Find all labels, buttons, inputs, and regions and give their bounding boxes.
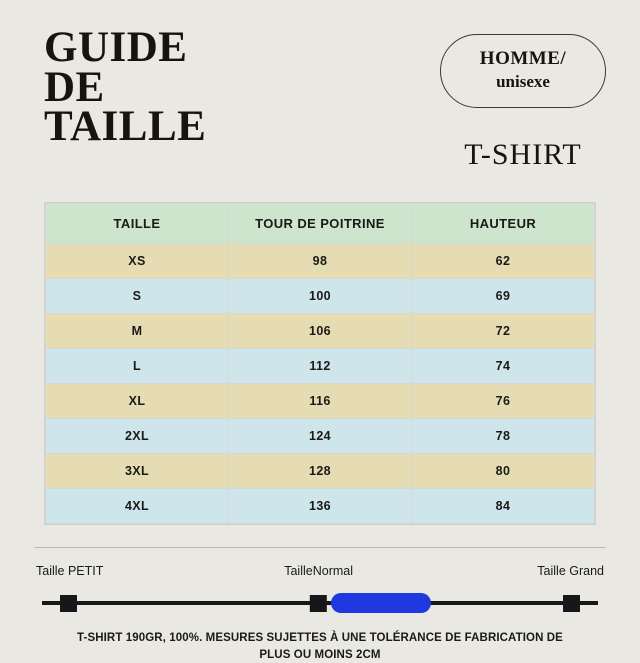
fit-slider-highlight — [331, 593, 431, 613]
cell-chest: 128 — [229, 454, 412, 489]
cell-chest: 124 — [229, 419, 412, 454]
table-row — [46, 244, 595, 279]
column-header-hauteur: HAUTEUR — [412, 204, 595, 244]
size-table — [45, 203, 595, 524]
cell-size: S — [46, 279, 229, 314]
size-table-container — [44, 202, 596, 525]
table-row — [46, 314, 595, 349]
size-table-head — [46, 204, 595, 244]
cell-size: L — [46, 349, 229, 384]
fit-slider-knob-normal[interactable] — [310, 595, 327, 612]
fit-label-small: Taille PETIT — [36, 564, 104, 578]
header — [0, 0, 640, 172]
cell-height: 84 — [412, 489, 595, 524]
cell-size: 3XL — [46, 454, 229, 489]
cell-chest: 98 — [229, 244, 412, 279]
cell-height: 80 — [412, 454, 595, 489]
footer-note-line-1: T-SHIRT 190GR, 100%. MESURES SUJETTES À UNE TOLÉRANCE DE FABRICATION DE — [77, 632, 563, 644]
fit-slider-knob-large[interactable] — [563, 595, 580, 612]
cell-chest: 136 — [229, 489, 412, 524]
table-row — [46, 419, 595, 454]
cell-chest: 100 — [229, 279, 412, 314]
column-header-tour-de-poitrine: TOUR DE POITRINE — [229, 204, 412, 244]
cell-height: 76 — [412, 384, 595, 419]
page-title-line-1: GUIDE — [44, 24, 188, 71]
audience-badge — [440, 34, 606, 108]
table-row — [46, 349, 595, 384]
cell-height: 74 — [412, 349, 595, 384]
column-header-taille: TAILLE — [46, 204, 229, 244]
footer-note — [40, 630, 600, 663]
page-title-line-3: TAILLE — [44, 103, 207, 151]
footer-note-line-2: PLUS OU MOINS 2CM — [259, 648, 381, 661]
cell-height: 69 — [412, 279, 595, 314]
cell-chest: 112 — [229, 349, 412, 384]
page-title-line-2: DE — [44, 63, 105, 111]
audience-badge-line-1: HOMME/ — [479, 48, 567, 69]
cell-size: M — [46, 314, 229, 349]
cell-size: 4XL — [46, 489, 229, 524]
fit-slider-knob-small[interactable] — [60, 595, 77, 612]
cell-height: 78 — [412, 419, 595, 454]
table-row — [46, 454, 595, 489]
divider — [34, 547, 606, 548]
cell-size: XL — [46, 384, 229, 419]
audience-badge-line-2: unisexe — [496, 72, 550, 91]
table-row — [46, 489, 595, 524]
cell-size: XS — [46, 244, 229, 279]
fit-label-large: Taille Grand — [537, 564, 604, 578]
table-row — [46, 384, 595, 419]
cell-size: 2XL — [46, 419, 229, 454]
fit-slider-labels — [34, 564, 606, 582]
fit-slider-track-row[interactable] — [34, 590, 606, 616]
fit-slider — [34, 547, 606, 616]
header-right — [440, 28, 606, 172]
page-title — [44, 24, 207, 151]
size-table-body — [46, 244, 595, 524]
product-name: T-SHIRT — [464, 138, 582, 171]
cell-height: 62 — [412, 244, 595, 279]
cell-chest: 116 — [229, 384, 412, 419]
fit-label-normal: TailleNormal — [284, 564, 354, 578]
cell-chest: 106 — [229, 314, 412, 349]
cell-height: 72 — [412, 314, 595, 349]
table-row — [46, 279, 595, 314]
table-header-row — [46, 204, 595, 244]
